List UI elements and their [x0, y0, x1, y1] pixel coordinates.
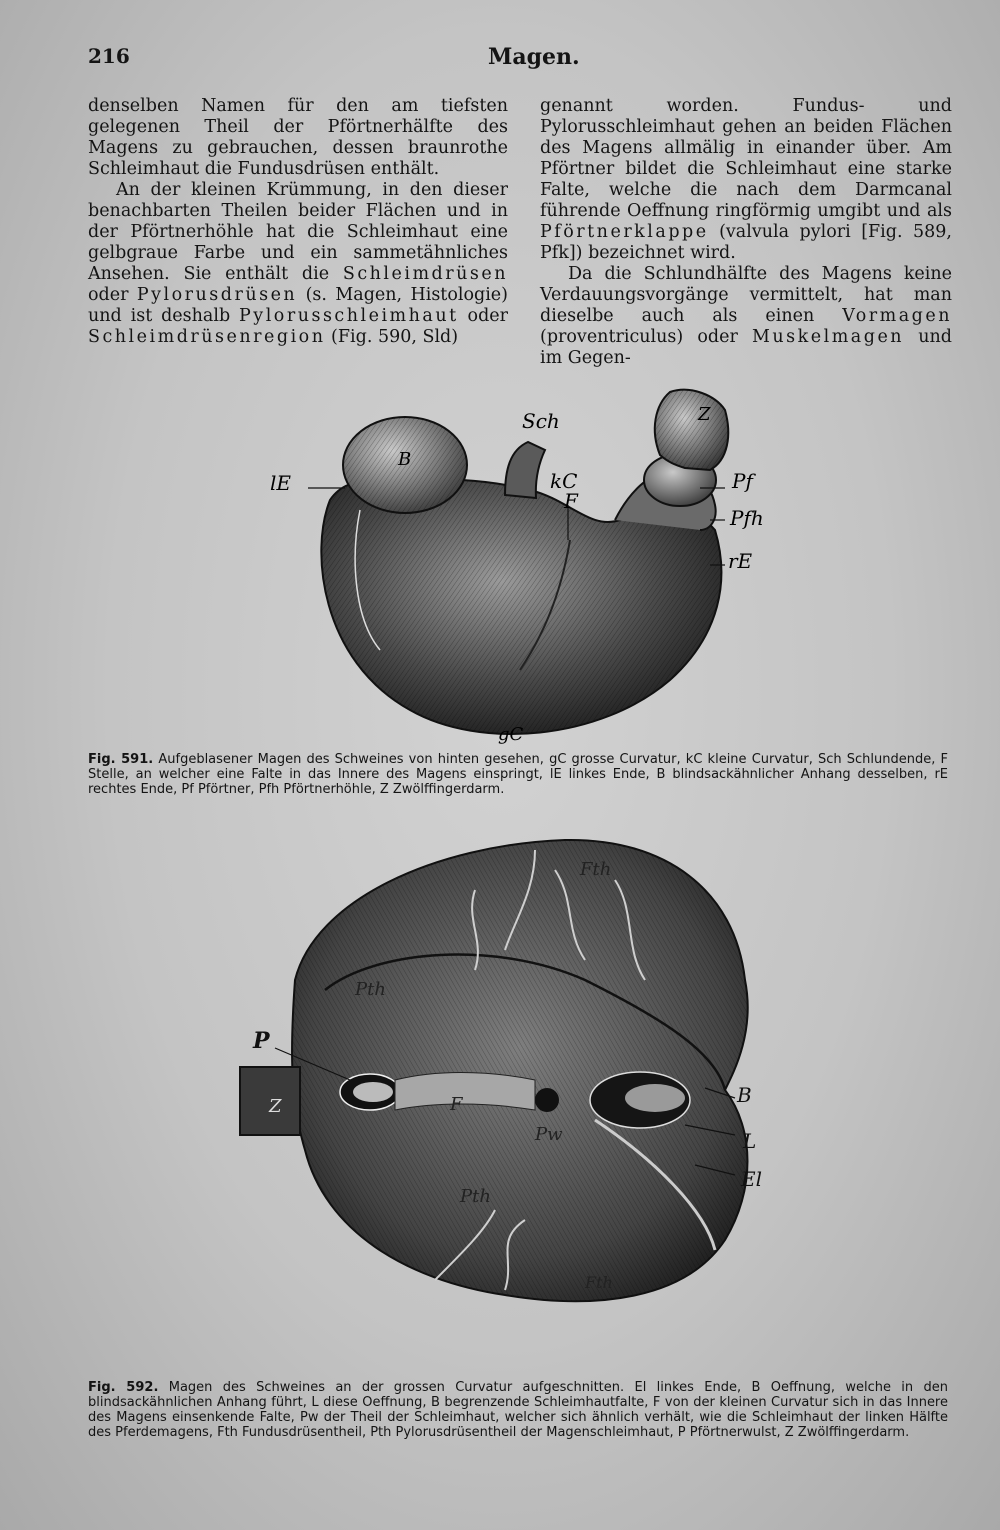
running-title: Magen. [488, 44, 580, 70]
spaced-term: Muskelmagen [751, 327, 905, 347]
label-z: Z [698, 404, 711, 425]
text-run: (valvula pylori [Fig. 589, Pfk]) bezeichnet wird. [540, 222, 952, 263]
figure-591 [270, 380, 830, 750]
spaced-term: Vormagen [842, 306, 952, 326]
text-run: und im Gegen- [540, 327, 952, 368]
left-column [88, 96, 508, 348]
text-run: (proventriculus) oder [540, 327, 752, 347]
label-pw: Pw [535, 1124, 563, 1145]
right-paragraph-1 [540, 96, 952, 264]
label-le: lE [270, 471, 291, 495]
label-sch: Sch [522, 409, 560, 433]
spaced-term: Pförtnerklappe [540, 222, 709, 242]
spaced-term: Schleimdrüsen [342, 264, 508, 284]
label-el: El [741, 1167, 762, 1191]
text-run: oder [458, 306, 508, 326]
label-kc: kC [550, 469, 578, 493]
figure-592-caption [88, 1380, 948, 1440]
caption-lead: Fig. 591. [88, 752, 154, 767]
right-paragraph-2 [540, 264, 952, 369]
label-z-592: Z [269, 1096, 282, 1117]
label-pth-left: Pth [355, 979, 386, 1000]
text-run: oder [88, 285, 137, 305]
label-pth-bottom: Pth [460, 1186, 491, 1207]
label-fth-top: Fth [580, 859, 612, 880]
left-paragraph-1: denselben Namen für den am tiefsten gelegenen Theil der Pförtnerhälfte des Magens zu gebrauchen, dessen braunrothe Schleimhaut die Fundusdrüsen enthält. [88, 96, 508, 179]
caption-lead: Fig. 592. [88, 1380, 159, 1395]
label-b-592: B [737, 1083, 752, 1107]
spaced-term: Schleimdrüsenregion [88, 327, 326, 347]
label-gc: gC [498, 724, 524, 745]
text-run: An der kleinen Krümmung, in den dieser benachbarten Theilen beider Flächen und in der Pförtnerhöhle hat die Schleimhaut eine gelbgraue Farbe und ein sammetähnliches Ansehen. Sie enthält die [88, 180, 508, 284]
text-run: (s. Magen, Histologie) und ist deshalb [88, 285, 508, 326]
label-l: L [743, 1129, 757, 1153]
label-f: F [564, 489, 578, 513]
spaced-term: Pylorusdrüsen [136, 285, 298, 305]
label-f-592: F [450, 1094, 463, 1115]
label-pfh: Pfh [730, 506, 764, 530]
caption-text: Magen des Schweines an der grossen Curvatur aufgeschnitten. El linkes Ende, B Oeffnung, welche in den blindsackähnlichen Anhang führt, L diese Oeffnung, B begrenzende Schleimhautfalte, F von der kleinen Curvatur sich in das Innere des Magens einsenkende Falte, Pw der Theil der Schleimhaut, welcher sich ähnlich verhält, wie die Schleimhaut der linken Hälfte des Pferdemagens, Fth Fundusdrüsentheil, Pth Pylorusdrüsentheil der Magenschleimhaut, P Pförtnerwulst, Z Zwölffingerdarm. [88, 1380, 948, 1440]
label-fth-bottom: Fth [585, 1273, 613, 1292]
left-paragraph-2 [88, 180, 508, 348]
label-re: rE [728, 549, 753, 573]
text-run: (Fig. 590, Sld) [325, 327, 459, 347]
figure-591-caption [88, 752, 948, 797]
page-number: 216 [88, 44, 130, 68]
text-run: genannt worden. Fundus- und Pylorusschleimhaut gehen an beiden Flächen des Magens allmälig in einander über. Am Pförtner bildet die Schleimhaut eine starke Falte, welche die nach dem Darmcanal führende Oeffnung ringförmig umgibt und als [540, 96, 952, 221]
label-pf: Pf [732, 469, 753, 493]
spaced-term: Pylorusschleimhaut [239, 306, 459, 326]
text-run: Da die Schlundhälfte des Magens keine Verdauungsvorgänge vermittelt, hat man dieselbe auch als einen [540, 264, 952, 326]
label-p: P [253, 1028, 270, 1054]
right-column [540, 96, 952, 369]
label-b: B [398, 449, 412, 470]
figure-592 [235, 830, 795, 1320]
caption-text: Aufgeblasener Magen des Schweines von hinten gesehen, gC grosse Curvatur, kC kleine Curvatur, Sch Schlundende, F Stelle, an welcher eine Falte in das Innere des Magens einspringt, lE linkes Ende, B blindsackähnlicher Anhang desselben, rE rechtes Ende, Pf Pförtner, Pfh Pförtnerhöhle, Z Zwölffingerdarm. [88, 752, 948, 797]
